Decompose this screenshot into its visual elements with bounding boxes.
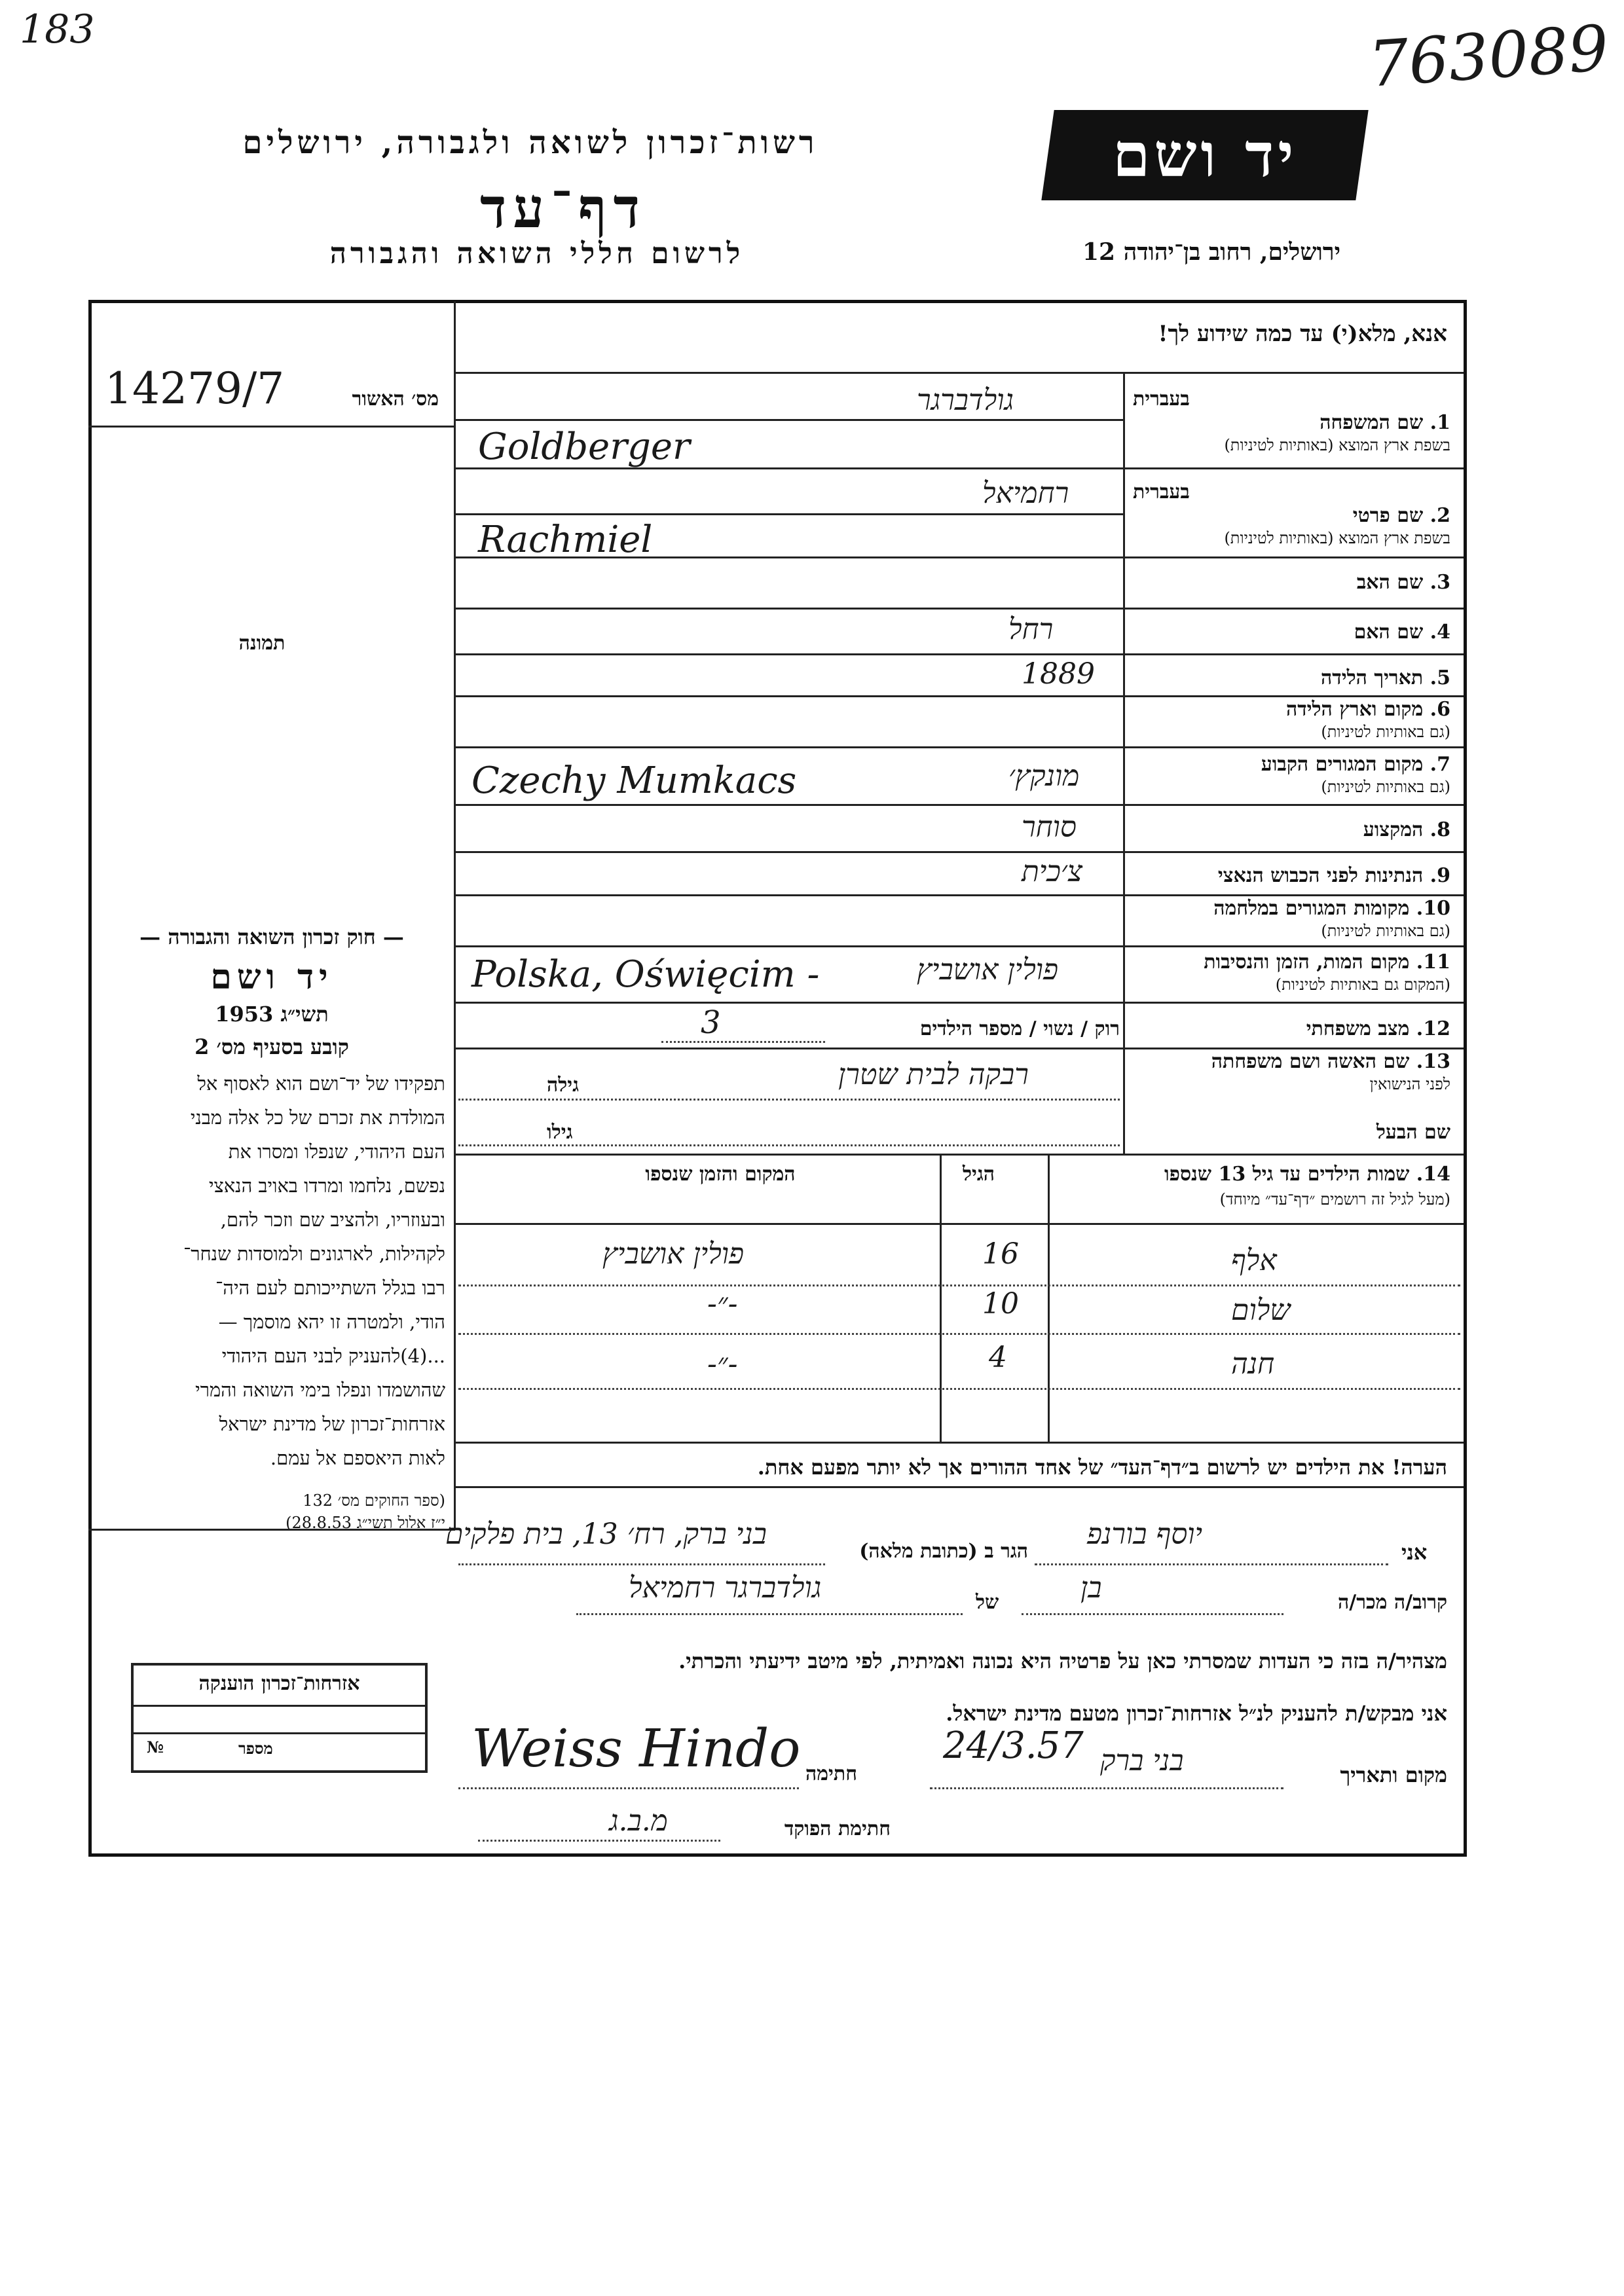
declaration-relative: קרוב/ה מכר/ה <box>1338 1591 1447 1614</box>
note: הערה! את הילדים יש לרשום ב״דף־העד״ של אחד ההורים אך לא יותר מפעם אחת. <box>757 1455 1447 1480</box>
nationality-rule <box>455 894 1464 896</box>
officer-signature-rule <box>478 1840 720 1842</box>
declarant-address: בני ברק, רח׳ 13, בית פלקים <box>445 1518 767 1551</box>
citizenship-box <box>131 1663 428 1773</box>
victim-name-reference: גולדברגר רחמיאל <box>629 1571 822 1605</box>
child-2-name: שלום <box>1231 1294 1291 1327</box>
declaration-of: של <box>976 1591 999 1614</box>
mother-name-rule <box>455 653 1464 655</box>
wife-name-label: 13. שם האשה ושם משפחתה <box>1211 1050 1450 1073</box>
declaration-lives: הגר ב (כתובת מלאה) <box>859 1540 1028 1563</box>
child-1-age: 16 <box>982 1237 1019 1271</box>
child-2-rule <box>458 1333 1460 1335</box>
child-1-name: אלף <box>1231 1244 1277 1277</box>
marital-status-rule <box>455 1048 1464 1049</box>
mother-name-value: רחל <box>1008 613 1054 646</box>
children-col-divider-1 <box>940 1154 942 1442</box>
death-place-hebrew: פולין אושביץ <box>917 953 1059 987</box>
marital-status-label: 12. מצב משפחתי <box>1306 1017 1450 1040</box>
law-line-8: הודי, ולמטרה זו יהא מוסמך — <box>218 1311 445 1333</box>
child-1-place: פולין אושביץ <box>602 1237 745 1271</box>
birth-place-label: 6. מקום וארץ הלידה <box>1285 698 1450 721</box>
declaration-statement: מצהיר/ה בזה כי העדות שמסרתי כאן על פרטיה היא נכונה ואמיתית, לפי מיטב ידיעתי והכרתי. <box>678 1649 1447 1673</box>
law-line-5: ובעוזריו, ולהציב שם וזכר להם, <box>220 1209 445 1231</box>
declaration-i: אני <box>1401 1540 1428 1565</box>
field-label-divider <box>1123 373 1125 1154</box>
death-place-sublabel: (המקום גם באותיות לטיניות) <box>1275 975 1450 994</box>
relation-rule <box>1022 1613 1283 1615</box>
form-title: דף־עד <box>479 175 646 240</box>
law-line-7: רבו בגלל השתייכותם לעם היה־ <box>215 1277 445 1299</box>
family-name-latin: Goldberger <box>478 426 690 468</box>
declarant-name: יוסף בורנפ <box>1087 1518 1203 1551</box>
children-header-rule <box>455 1223 1464 1225</box>
given-name-rule-1 <box>455 513 1123 515</box>
family-name-rule-1 <box>455 419 1123 421</box>
war-residence-label: 10. מקומות המגורים במלחמה <box>1213 897 1450 920</box>
birth-place-sublabel: (גם באותיות לטיניות) <box>1321 723 1450 741</box>
law-clause: קובע בסעיף מס׳ 2 <box>194 1034 349 1059</box>
child-2-age: 10 <box>982 1287 1019 1321</box>
children-count: 3 <box>701 1004 721 1041</box>
wife-name-value: רבקה לבית שטרן <box>838 1058 1029 1091</box>
residence-hebrew: מונקץ׳ <box>1008 759 1080 793</box>
given-name-sublabel: בשפת ארץ המוצא (באותיות לטיניות) <box>1224 529 1450 547</box>
given-name-label: 2. שם פרטי <box>1352 504 1450 527</box>
instruction-rule <box>455 372 1464 374</box>
law-name: יד ושם <box>210 957 333 997</box>
husband-age-label: גילו <box>547 1121 573 1144</box>
in-hebrew-2: בעברית <box>1133 481 1190 503</box>
law-line-12: לאות היאספם אל עמם. <box>270 1447 445 1469</box>
wife-name-sublabel: לפני הנישואין <box>1369 1075 1450 1093</box>
marital-status-options: רוק / נשוי / מספר הילדים <box>919 1017 1120 1040</box>
sidebar-bottom-rule <box>88 1529 455 1531</box>
birth-place-rule <box>455 746 1464 748</box>
law-line-4: נפשם, נלחמו ומרדו באויב הנאצי <box>208 1175 445 1197</box>
law-reference-date: י״ז אלול תשי״ג 28.8.53) <box>286 1514 445 1532</box>
approval-label: מס׳ האשור <box>352 388 439 410</box>
occupation-value: סוחר <box>1022 811 1077 844</box>
law-year: תשי״ג 1953 <box>215 1002 329 1027</box>
law-line-6: לקהילות, לארגונים ולמוסדות שנחר־ <box>183 1243 445 1265</box>
corner-number: 183 <box>20 7 95 52</box>
birth-date-rule <box>455 695 1464 697</box>
declarant-address-rule <box>458 1563 825 1565</box>
sidebar-divider <box>454 301 456 1529</box>
place-value: בני ברק <box>1100 1744 1184 1777</box>
address: ירושלים, רחוב בן־יהודה 12 <box>1082 238 1341 266</box>
form-subtitle: לרשום חללי השואה והגבורה <box>329 237 745 270</box>
approval-rule <box>88 426 455 428</box>
family-name-sublabel: בשפת ארץ המוצא (באותיות לטיניות) <box>1224 436 1450 454</box>
death-place-latin: Polska, Oświęcim - <box>471 953 820 996</box>
occupation-rule <box>455 851 1464 853</box>
child-2-place: -״- <box>707 1287 738 1321</box>
family-name-hebrew: גולדברגר <box>917 384 1014 417</box>
declarant-signature: Weiss Hindo <box>471 1718 801 1779</box>
child-3-place: -״- <box>707 1347 738 1381</box>
child-1-rule <box>458 1285 1460 1286</box>
law-reference: (ספר החוקים מס׳ 132 <box>303 1491 445 1510</box>
birth-date-value: 1889 <box>1022 657 1095 691</box>
nationality-label: 9. הנתינות לפני הכבוש הנאצי <box>1217 864 1450 887</box>
children-col-place: המקום והזמן שנספו <box>645 1163 796 1186</box>
declarant-name-rule <box>1035 1563 1388 1565</box>
signature-label: חתימה <box>805 1762 857 1785</box>
family-name-rule-2 <box>455 467 1464 469</box>
residence-rule <box>455 804 1464 806</box>
logo-text: יד ושם <box>1112 120 1298 191</box>
mother-name-label: 4. שם האם <box>1354 621 1450 644</box>
father-name-rule <box>455 608 1464 610</box>
signature-rule <box>458 1787 799 1789</box>
death-place-rule <box>455 1002 1464 1004</box>
law-line-1: תפקידו של יד־ושם הוא לאסוף אל <box>197 1072 445 1095</box>
war-residence-sublabel: (גם באותיות לטיניות) <box>1321 922 1450 940</box>
children-count-rule <box>661 1041 825 1043</box>
law-line-2: המולדת את זכרם של כל אלה מבני <box>190 1106 445 1129</box>
child-3-age: 4 <box>989 1341 1007 1374</box>
instruction: אנא, מלא(י) עד כמה שידוע לך! <box>1158 321 1447 347</box>
declarant-relation: בן <box>1080 1571 1102 1605</box>
date-value: 24/3.57 <box>943 1724 1084 1767</box>
death-place-label: 11. מקום המות, הזמן והנסיבות <box>1204 951 1450 974</box>
husband-name-rule <box>458 1144 1120 1146</box>
birth-date-label: 5. תאריך הלידה <box>1321 666 1450 689</box>
children-sublabel: (מעל לגיל זה רושמים ״דף־עד״ מיוחד) <box>1219 1190 1450 1209</box>
wife-name-rule <box>458 1099 1120 1101</box>
children-table-rule <box>455 1442 1464 1444</box>
family-name-label: 1. שם המשפחה <box>1320 411 1450 434</box>
children-label: 14. שמות הילדים עד גיל 13 שנספו <box>1164 1163 1450 1186</box>
occupation-label: 8. המקצוע <box>1363 818 1450 841</box>
law-line-3: העם היהודי, שנפלו ומסרו את <box>228 1140 445 1163</box>
declaration-request: אני מבקש/ת להעניק לנ״ל אזרחות־זכרון מטעם מדינת ישראל. <box>946 1701 1447 1726</box>
yad-vashem-logo <box>1041 110 1368 200</box>
place-date-rule <box>930 1787 1283 1789</box>
law-title: — חוק זכרון השואה והגבורה — <box>139 924 404 949</box>
war-residence-rule <box>455 945 1464 947</box>
law-line-9: ...(4)להעניק לבני העם היהודי <box>221 1345 445 1367</box>
law-line-11: אזרחות־זכרון של מדינת ישראל <box>219 1413 445 1435</box>
in-hebrew-1: בעברית <box>1133 388 1190 410</box>
citizenship-title: אזרחות־זכרון הוענקה <box>198 1672 360 1695</box>
record-number: 763089 <box>1366 11 1611 101</box>
children-col-divider-2 <box>1048 1154 1050 1442</box>
residence-latin: Czechy Mumkacs <box>471 759 797 802</box>
place-date-label: מקום ותאריך <box>1340 1762 1447 1787</box>
given-name-latin: Rachmiel <box>478 519 653 561</box>
citizenship-number-label: מספר <box>238 1739 273 1758</box>
law-line-10: שהושמדו ונפלו בימי השואה והמרי <box>195 1379 445 1401</box>
children-col-age: הגיל <box>963 1163 995 1186</box>
photo-label: תמונה <box>238 632 286 655</box>
child-3-name: חנה <box>1231 1347 1275 1381</box>
officer-signature: מ.ב.ג <box>609 1804 668 1838</box>
citizenship-number-symbol: № <box>147 1738 164 1757</box>
victim-name-reference-rule <box>576 1613 963 1615</box>
approval-number: 14279/7 <box>105 363 285 414</box>
child-3-rule <box>458 1388 1460 1390</box>
authority-name: רשות־זכרון לשואה ולגבורה, ירושלים <box>242 124 819 161</box>
residence-sublabel: (גם באותיות לטיניות) <box>1321 778 1450 796</box>
residence-label: 7. מקום המגורים הקבוע <box>1261 753 1450 776</box>
nationality-value: צ׳כית <box>1022 855 1083 888</box>
note-rule <box>455 1486 1464 1488</box>
husband-name-label: שם הבעל <box>1376 1121 1450 1144</box>
section-13-rule <box>455 1154 1464 1156</box>
given-name-hebrew: רחמיאל <box>982 477 1069 510</box>
wife-age-label: גילה <box>547 1074 580 1097</box>
father-name-label: 3. שם האב <box>1356 571 1450 594</box>
given-name-rule-2 <box>455 556 1464 558</box>
officer-signature-label: חתימת הפוקד <box>784 1817 891 1840</box>
